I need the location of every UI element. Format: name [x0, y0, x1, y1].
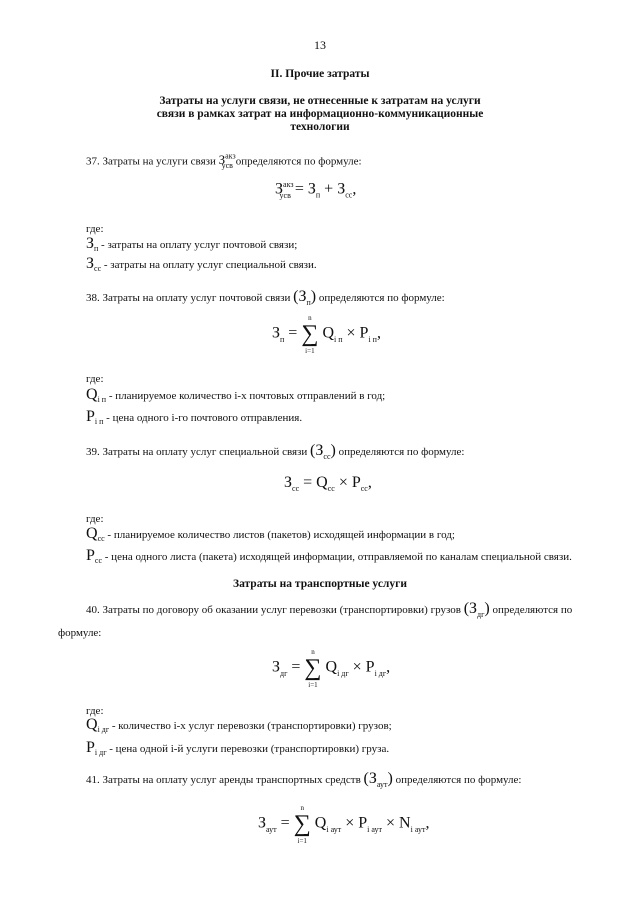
def-38-1: $Q_{i п}$ - планируемое количество i-х почтовых отправлений в год; [86, 386, 386, 405]
def-39-2: $P_{сс}$ - цена одного листа (пакета) исходящей информации, отправляемой по каналам специальной связи. [86, 547, 572, 566]
section-title: II. Прочие затраты [270, 68, 370, 80]
sum-symbol: n ∑ i=1 [304, 648, 322, 689]
formula-38: $З_п$ = n ∑ i=1 $Q_{i п} \times P_{i п}$, [272, 314, 381, 355]
subsection-title-line: технологии [290, 121, 350, 133]
item-37-intro: 37. Затраты на услуги связи $З^{акз}_{усв}$ определяются по формуле: [86, 152, 362, 170]
def-37-1: $З_п$ - затраты на оплату услуг почтовой связи; [86, 235, 298, 254]
transport-title: Затраты на транспортные услуги [233, 578, 407, 590]
sum-symbol: n ∑ i=1 [301, 314, 319, 355]
item-38-intro: 38. Затраты на оплату услуг почтовой связи $(З_п)$ определяются по формуле: [86, 288, 445, 308]
where-37: где: [86, 223, 104, 235]
where-40: где: [86, 705, 104, 717]
item-41-intro: 41. Затраты на оплату услуг аренды транспортных средств $(З_{аут})$ определяются по формуле: [86, 770, 522, 790]
subsection-title [0, 95, 640, 134]
page-number: 13 [314, 38, 326, 52]
subsection-title-line: Затраты на услуги связи, не отнесенные к затратам на услуги [159, 95, 481, 107]
sum-symbol: n ∑ i=1 [293, 804, 311, 845]
def-37-2: $З_{сс}$ - затраты на оплату услуг специальной связи. [86, 255, 317, 274]
def-40-2: $P_{i дг}$ - цена одной i-й услуги перевозки (транспортировки) груза. [86, 739, 390, 758]
where-38: где: [86, 373, 104, 385]
formula-39: $З_{сс} = Q_{сс} \times P_{сс}$, [284, 474, 372, 494]
where-39: где: [86, 513, 104, 525]
def-39-1: $Q_{сс}$ - планируемое количество листов (пакетов) исходящей информации в год; [86, 525, 455, 544]
item-40-line2: формуле: [58, 627, 102, 639]
formula-37: $З^{акз}_{усв} = З_п + З_{сс}$, [275, 180, 357, 200]
def-38-2: $P_{i п}$ - цена одного i-го почтового отправления. [86, 408, 303, 427]
formula-40: $З_{дг}$ = n ∑ i=1 $Q_{i дг} \times P_{i дг}$, [272, 648, 391, 689]
item-39-intro: 39. Затраты на оплату услуг специальной связи $(З_{сс})$ определяются по формуле: [86, 442, 465, 462]
subsection-title-line: связи в рамках затрат на информационно-коммуникационные [156, 108, 484, 120]
formula-41: $З_{аут}$ = n ∑ i=1 $Q_{i аут} \times P_{i аут} \times N_{i аут}$, [258, 804, 430, 845]
item-40-intro: 40. Затраты по договору об оказании услуг перевозки (транспортировки) грузов $(З_{дг})$ определяются по [86, 600, 573, 620]
def-40-1: $Q_{i дг}$ - количество i-х услуг перевозки (транспортировки) грузов; [86, 716, 392, 735]
